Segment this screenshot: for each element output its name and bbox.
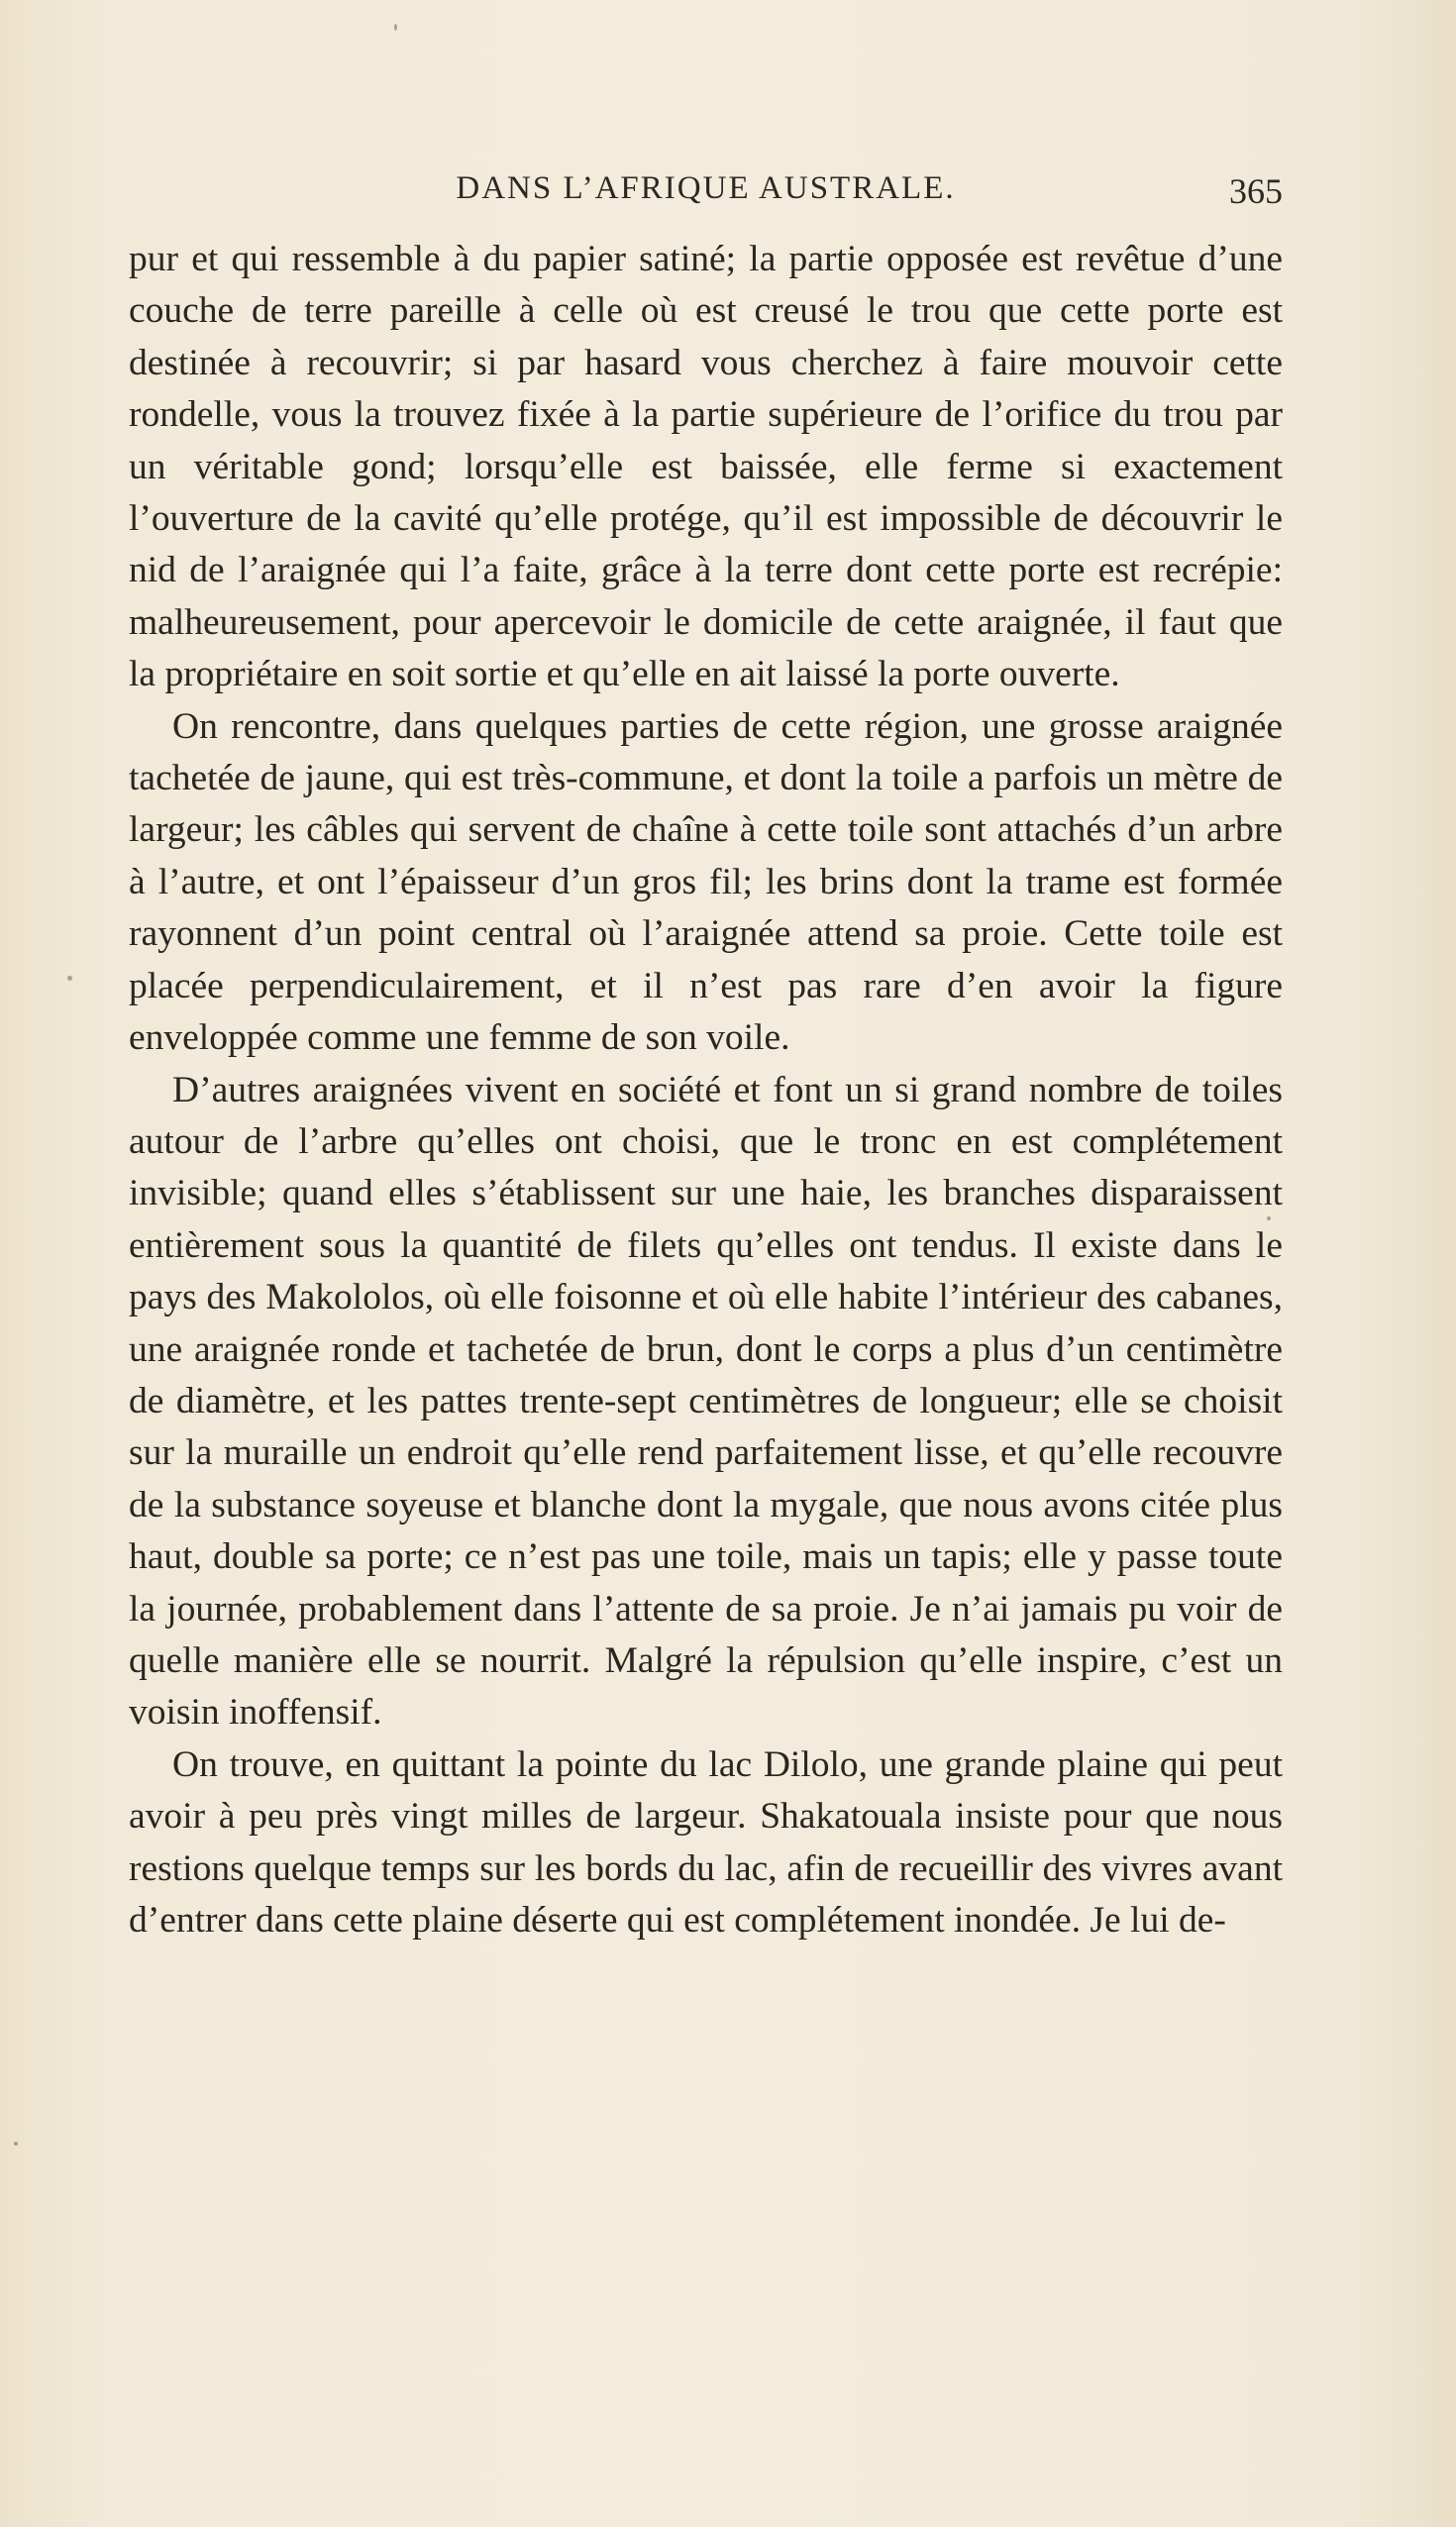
running-head	[129, 170, 1283, 220]
paragraph-3: D’autres araignées vivent en société et font un si grand nombre de toiles autour de l’arbre qu’elles ont choisi, que le tronc en est complétement invisible; quand elles s’établissent sur une haie, les branches disparaissent entièrement sous la quantité de filets qu’elles ont tendus. Il existe dans le pays des Makololos, où elle foisonne et où elle habite l’intérieur des cabanes, une araignée ronde et tachetée de brun, dont le corps a plus d’un centimètre de diamètre, et les pattes trente-sept centimètres de longueur; elle se choisit sur la muraille un endroit qu’elle rend parfaitement lisse, et qu’elle recouvre de la substance soyeuse et blanche dont la mygale, que nous avons citée plus haut, double sa porte; ce n’est pas une toile, mais un tapis; elle y passe toute la journée, probablement dans l’attente de sa proie. Je n’ai jamais pu voir de quelle manière elle se nourrit. Malgré la répulsion qu’elle inspire, c’est un voisin inoffensif.	[129, 1069, 1283, 1734]
paper-speck-left-lower	[14, 2142, 18, 2146]
paragraph-1: pur et qui ressemble à du papier satiné; la partie opposée est revêtue d’une couche de terre pareille à celle où est creusé le trou que cette porte est destinée à recouvrir; si par hasard vous cherchez à faire mouvoir cette rondelle, vous la trouvez fixée à la partie supérieure de l’orifice du trou par un véritable gond; lorsqu’elle est baissée, elle ferme si exactement l’ouverture de la cavité qu’elle protége, qu’il est impossible de découvrir le nid de l’araignée qui l’a faite, grâce à la terre dont cette porte est recrépie: malheureusement, pour apercevoir le domicile de cette araignée, il faut que la propriétaire en soit sortie et qu’elle en ait laissé la porte ouverte.	[129, 239, 1283, 695]
body-text	[129, 234, 1283, 1947]
page-number: 365	[1229, 171, 1283, 211]
paragraph-4: On trouve, en quittant la pointe du lac Dilolo, une grande plaine qui peut avoir à peu près vingt milles de largeur. Shakatouala insiste pour que nous restions quelque temps sur les bords du lac, afin de recueillir des vivres avant d’entrer dans cette plaine déserte qui est complétement inondée. Je lui de-	[129, 1743, 1283, 1941]
paper-speck-left	[67, 976, 72, 981]
paragraph-2: On rencontre, dans quelques parties de cette région, une grosse araignée tachetée de jaune, qui est très-commune, et dont la toile a parfois un mètre de largeur; les câbles qui servent de chaîne à cette toile sont attachés d’un arbre à l’autre, et ont l’épaisseur d’un gros fil; les brins dont la trame est formée rayonnent d’un point central où l’araignée attend sa proie. Cette toile est placée perpendiculairement, et il n’est pas rare d’en avoir la figure enveloppée comme une femme de son voile.	[129, 705, 1283, 1059]
paper-speck-top	[394, 24, 397, 31]
running-title: DANS L’AFRIQUE AUSTRALE.	[456, 170, 956, 206]
